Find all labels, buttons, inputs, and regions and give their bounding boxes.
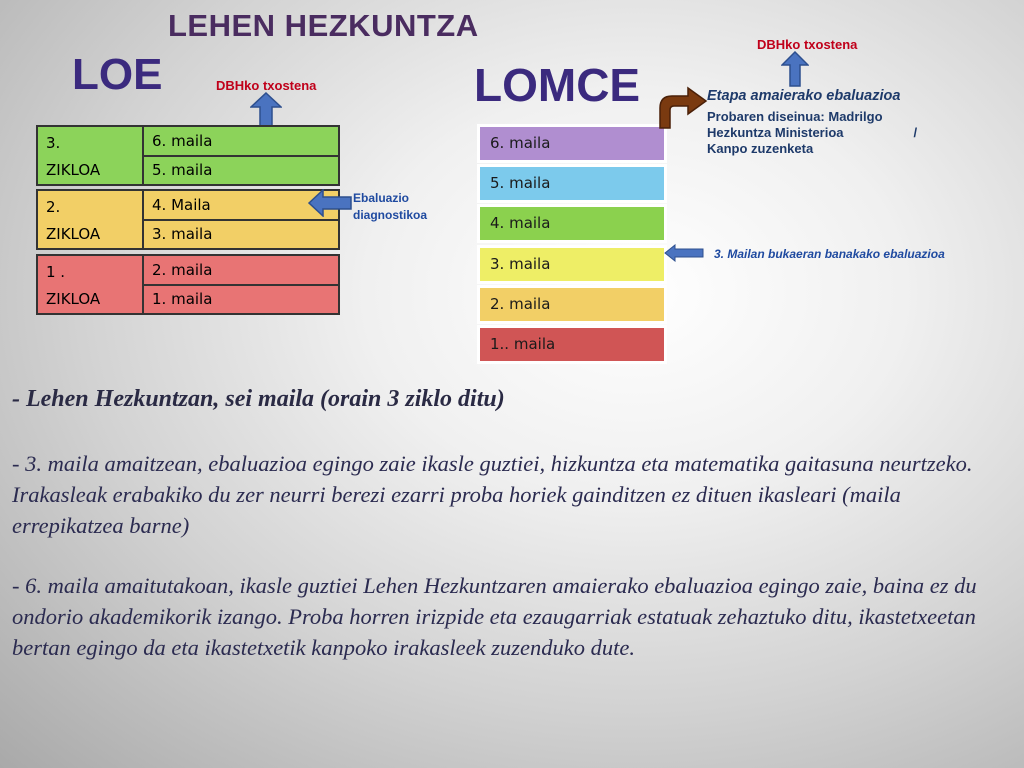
final-eval-details: Probaren diseinua: Madrilgo Hezkuntza Ministerioa / Kanpo zuzenketa — [707, 109, 918, 156]
loe-up-arrow-icon — [250, 92, 282, 128]
curved-arrow-icon — [648, 80, 708, 130]
lomce-level-2: 2. maila — [480, 288, 664, 321]
loe-heading: LOE — [72, 50, 163, 99]
loe-dbh-label: DBHko txostena — [216, 78, 317, 93]
paragraph-1: - Lehen Hezkuntzan, sei maila (orain 3 ziklo ditu) — [12, 386, 505, 412]
diag-left-arrow-icon — [308, 189, 352, 217]
level-cell: 1. maila — [143, 285, 339, 315]
lomce-level-4: 4. maila — [480, 207, 664, 240]
diag-label: Ebaluazio diagnostikoa — [353, 191, 428, 222]
level-cell: 6. maila — [143, 126, 339, 156]
cycle-cell: 1 . ZIKLOA — [37, 255, 143, 314]
lomce-dbh-label: DBHko txostena — [757, 37, 858, 52]
lomce-up-arrow-icon — [781, 51, 809, 87]
lomce-level-3: 3. maila — [480, 248, 664, 281]
paragraph-2: - 3. maila amaitzean, ebaluazioa egingo zaie ikasle guztiei, hizkuntza eta matematika gaitasuna neurtzeko. Irakasleak erabakiko du zer neurri berezi ezarri proba horiek gainditzen ez dituen ikasleari (maila errepikatzea barne) — [12, 451, 973, 538]
lomce-heading: LOMCE — [474, 59, 641, 111]
lomce-level-5: 5. maila — [480, 167, 664, 200]
lomce-level-6: 6. maila — [480, 127, 664, 160]
loe-cycle-2-table — [36, 189, 340, 250]
loe-cycle-1-table — [36, 254, 340, 315]
cycle-cell: 2. ZIKLOA — [37, 190, 143, 249]
level3-left-arrow-icon — [664, 244, 704, 262]
paragraph-3: - 6. maila amaitutakoan, ikasle guztiei Lehen Hezkuntzaren amaierako ebaluazioa egingo zaie, baina ez du ondorio akademikorik izango. Proba horren irizpide eta ezaugarriak estatuak zehaztuko ditu, ikastetxeetan bertan egingo da eta ikastetxetik kanpoko irakasleek zuzenduko dute. — [12, 573, 977, 660]
level-cell: 4. Maila — [143, 190, 339, 220]
lomce-level-1: 1.. maila — [480, 328, 664, 361]
level-cell: 5. maila — [143, 156, 339, 186]
cycle-cell: 3. ZIKLOA — [37, 126, 143, 185]
final-eval-title: Etapa amaierako ebaluazioa — [707, 88, 901, 104]
level-cell: 3. maila — [143, 220, 339, 250]
level3-note: 3. Mailan bukaeran banakako ebaluazioa — [714, 247, 945, 261]
slide-title: LEHEN HEZKUNTZA — [168, 8, 479, 43]
loe-cycle-3-table — [36, 125, 340, 186]
level-cell: 2. maila — [143, 255, 339, 285]
